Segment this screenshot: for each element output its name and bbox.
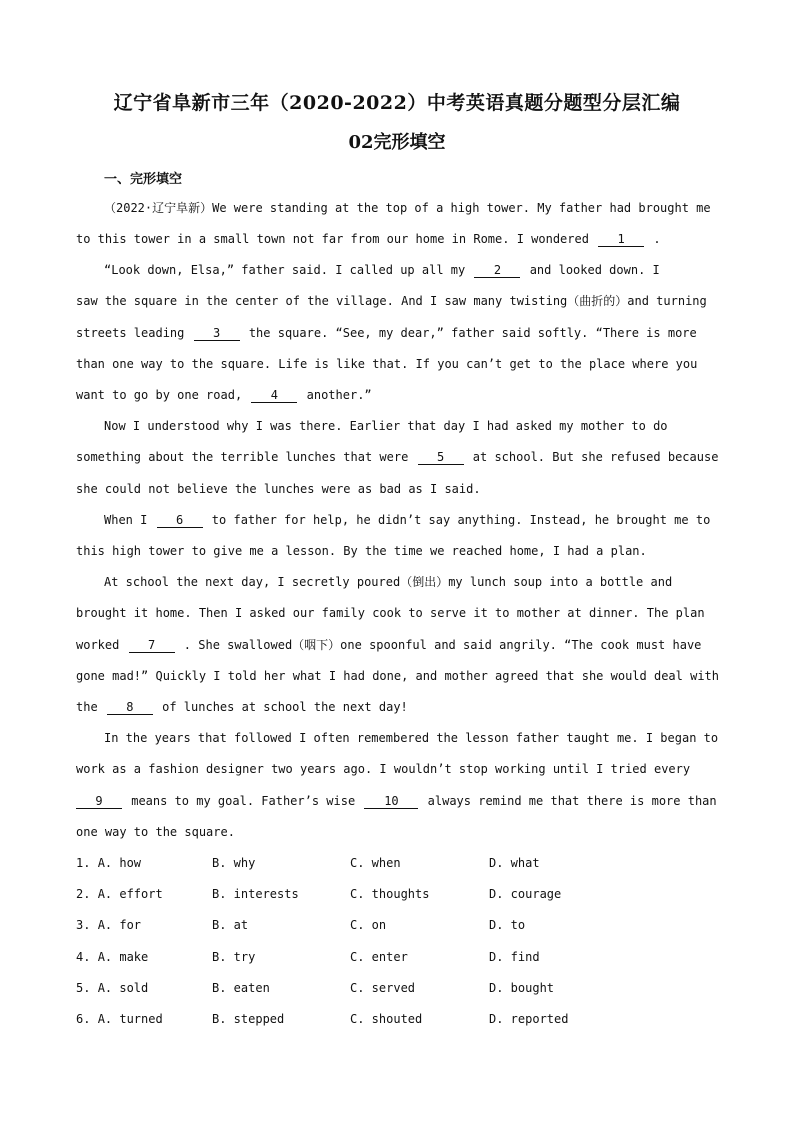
blank-6[interactable]: 6 (157, 514, 203, 528)
passage-line: Now I understood why I was there. Earlier that day I had asked my mother to do (104, 419, 668, 433)
passage-line: When I 6 to father for help, he didn’t say anything. Instead, he brought me to (104, 513, 711, 527)
option-a[interactable]: A. sold (97, 981, 149, 995)
passage-line: gone mad!” Quickly I told her what I had done, and mother agreed that she would deal with (76, 669, 719, 683)
option-c[interactable]: C. enter (350, 950, 408, 964)
document-title: 辽宁省阜新市三年（2020-2022）中考英语真题分题型分层汇编 (113, 92, 681, 114)
passage-line: she could not believe the lunches were as bad as I said. (76, 482, 481, 496)
blank-7[interactable]: 7 (129, 639, 175, 653)
blank-8[interactable]: 8 (107, 701, 153, 715)
blank-10[interactable]: 10 (364, 795, 418, 809)
question-number: 1. (76, 856, 91, 870)
passage-line: saw the square in the center of the village. And I saw many twisting（曲折的）and turning (76, 294, 707, 308)
option-d[interactable]: D. to (489, 918, 526, 932)
blank-1[interactable]: 1 (598, 233, 644, 247)
blank-5[interactable]: 5 (418, 451, 464, 465)
passage-line: In the years that followed I often remembered the lesson father taught me. I began to (104, 731, 719, 745)
blank-9[interactable]: 9 (76, 795, 122, 809)
passage-line: streets leading 3 the square. “See, my dear,” father said softly. “There is more (76, 326, 697, 340)
option-c[interactable]: C. served (350, 981, 416, 995)
passage-line: this high tower to give me a lesson. By the time we reached home, I had a plan. (76, 544, 647, 558)
option-b[interactable]: B. interests (212, 887, 299, 901)
passage-line: the 8 of lunches at school the next day! (76, 700, 408, 714)
passage-line: At school the next day, I secretly poured（倒出）my lunch soup into a bottle and (104, 575, 673, 589)
passage-line: than one way to the square. Life is like that. If you can’t get to the place where you (76, 357, 698, 371)
question-number: 3. (76, 918, 91, 932)
option-c[interactable]: C. shouted (350, 1012, 423, 1026)
option-b[interactable]: B. why (212, 856, 256, 870)
option-b[interactable]: B. eaten (212, 981, 270, 995)
passage-line: something about the terrible lunches that were 5 at school. But she refused because (76, 450, 719, 464)
option-a[interactable]: A. how (97, 856, 142, 870)
option-c[interactable]: C. thoughts (350, 887, 430, 901)
option-b[interactable]: B. stepped (212, 1012, 285, 1026)
passage-line: work as a fashion designer two years ago. I wouldn’t stop working until I tried every (76, 762, 691, 776)
option-a[interactable]: A. turned (97, 1012, 163, 1026)
passage-line: （2022·辽宁阜新）We were standing at the top of a high tower. My father had brought me (104, 201, 711, 215)
passage-line: brought it home. Then I asked our family cook to serve it to mother at dinner. The plan (76, 606, 705, 620)
passage-line: want to go by one road, 4 another.” (76, 388, 372, 402)
option-d[interactable]: D. find (489, 950, 540, 964)
document-subtitle: 02完形填空 (348, 132, 446, 153)
option-b[interactable]: B. try (212, 950, 256, 964)
blank-4[interactable]: 4 (251, 389, 297, 403)
blank-3[interactable]: 3 (194, 327, 240, 341)
option-d[interactable]: D. reported (489, 1012, 569, 1026)
blank-2[interactable]: 2 (474, 264, 520, 278)
section-heading: 一、完形填空 (104, 172, 183, 187)
option-d[interactable]: D. bought (489, 981, 555, 995)
passage-line: 9 means to my goal. Father’s wise 10 always remind me that there is more than (76, 793, 726, 809)
option-b[interactable]: B. at (212, 918, 249, 932)
passage-line: to this tower in a small town not far from our home in Rome. I wondered 1 . (76, 232, 661, 246)
option-a[interactable]: A. for (97, 918, 142, 932)
option-d[interactable]: D. what (489, 856, 540, 870)
option-a[interactable]: A. make (97, 950, 149, 964)
option-c[interactable]: C. on (350, 918, 387, 932)
question-number: 5. (76, 981, 91, 995)
question-number: 2. (76, 887, 91, 901)
option-d[interactable]: D. courage (489, 887, 562, 901)
passage-line: one way to the square. (76, 825, 235, 839)
passage-line: worked 7 . She swallowed（咽下）one spoonful and said angrily. “The cook must have (76, 638, 702, 652)
option-c[interactable]: C. when (350, 856, 401, 870)
question-number: 6. (76, 1012, 91, 1026)
question-number: 4. (76, 950, 91, 964)
option-a[interactable]: A. effort (97, 887, 163, 901)
passage-line: “Look down, Elsa,” father said. I called up all my 2 and looked down. I (104, 263, 660, 277)
